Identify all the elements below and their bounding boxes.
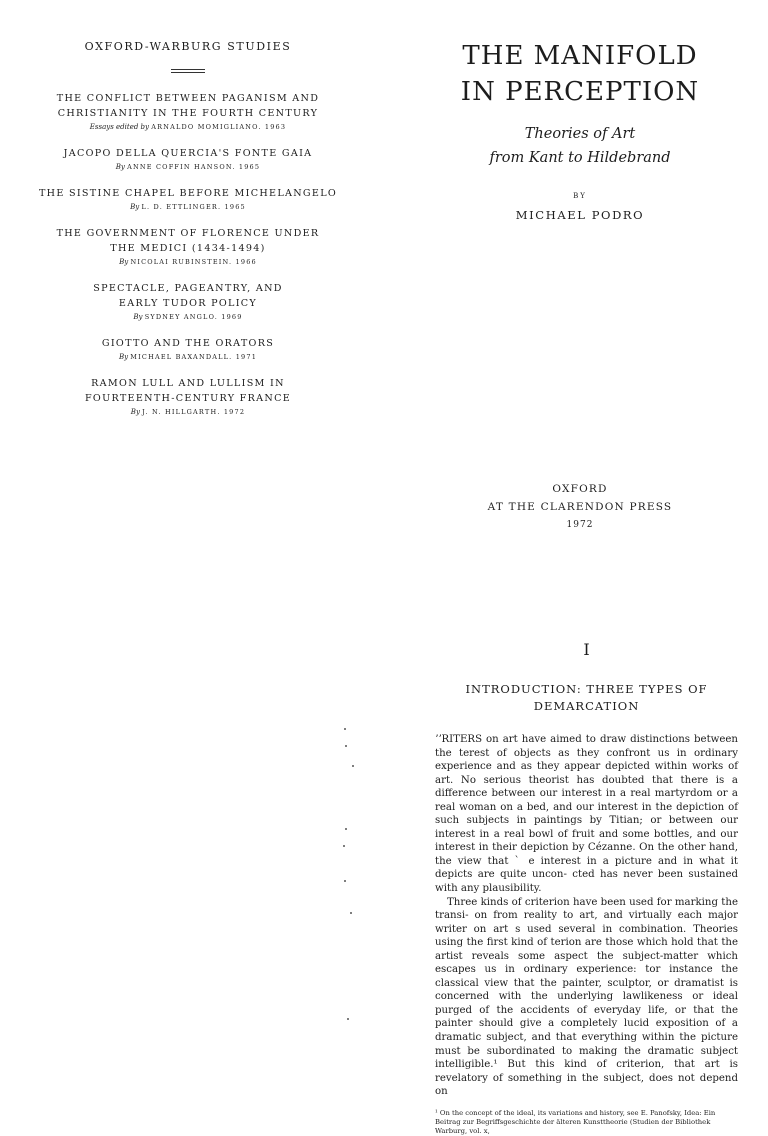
book-title-line: IN PERCEPTION xyxy=(460,77,700,107)
entry-title-line: THE MEDICI (1434-1494) xyxy=(110,243,266,254)
body-paragraph: Three kinds of criterion have been used for marking the transi- on from reality to art, and virtually each major writer on art s used several in combination. Theories using the first kind of terion are those which hold that the artist reveals some aspect the subject-matter which escapes us in ordinary experience: tor instance the classical view that the painter, sculptor, or dramatist is concerned with the underlying lawlikeness or ideal purged of the accidents of everyday life, or that the painter should give a completely lucid exposition of a dramatic subject, and that everything within the picture must be subordinated to making the dramatic subject intelligible.¹ But this kind of criterion, that art is revelatory of something in the subject, does not depend on xyxy=(435,896,738,1098)
entry-byline: By MICHAEL BAXANDALL. 1971 xyxy=(118,353,258,361)
title-page xyxy=(440,38,720,222)
series-entry xyxy=(38,186,338,213)
entry-title-line: THE CONFLICT BETWEEN PAGANISM AND xyxy=(56,93,320,104)
scan-speck xyxy=(352,765,354,767)
chapter-title-line: DEMARCATION xyxy=(533,699,640,713)
series-list xyxy=(38,40,338,431)
entry-byline: By L. D. ETTLINGER. 1965 xyxy=(130,203,246,211)
footnote: ¹ On the concept of the ideal, its variations and history, see E. Panofsky, Idea: Ein Beitrag zur Begriffsgeschichte der älteren Kunsttheorie (Studien der Bibliothek Warburg, vol. x, xyxy=(435,1108,716,1135)
entry-byline: By NICOLAI RUBINSTEIN. 1966 xyxy=(119,258,257,266)
imprint-year: 1972 xyxy=(566,520,594,530)
chapter-number: I xyxy=(583,640,590,659)
entry-title-line: THE GOVERNMENT OF FLORENCE UNDER xyxy=(56,228,320,239)
author-name: MICHAEL PODRO xyxy=(515,208,645,222)
book-title-line: THE MANIFOLD xyxy=(462,41,698,71)
imprint-city: OXFORD xyxy=(552,483,608,495)
book-subtitle-line: Theories of Art xyxy=(524,126,636,142)
chapter-body xyxy=(435,733,738,1099)
chapter-title-line: INTRODUCTION: THREE TYPES OF xyxy=(465,682,708,696)
series-entry xyxy=(50,281,326,323)
entry-title-line: THE SISTINE CHAPEL BEFORE MICHELANGELO xyxy=(38,188,338,199)
scan-speck xyxy=(345,745,347,747)
entry-title-line: JACOPO DELLA QUERCIA'S FONTE GAIA xyxy=(63,148,313,159)
series-entry xyxy=(50,146,326,173)
series-title: OXFORD-WARBURG STUDIES xyxy=(84,40,292,53)
scan-speck xyxy=(344,728,346,730)
series-entry xyxy=(50,226,326,268)
entry-title-line: GIOTTO AND THE ORATORS xyxy=(101,338,275,349)
book-subtitle-line: from Kant to Hildebrand xyxy=(489,150,671,166)
series-entry xyxy=(50,376,326,418)
entry-byline: By ANNE COFFIN HANSON. 1965 xyxy=(115,163,261,171)
entry-byline: Essays edited by ARNALDO MOMIGLIANO. 1963 xyxy=(89,123,287,131)
entry-title-line: CHRISTIANITY IN THE FOURTH CENTURY xyxy=(57,108,319,119)
imprint-press: AT THE CLARENDON PRESS xyxy=(487,501,673,513)
imprint xyxy=(440,480,720,534)
scan-speck xyxy=(347,1018,349,1020)
scan-speck xyxy=(343,845,345,847)
by-label: BY xyxy=(573,192,587,200)
scan-speck xyxy=(344,880,346,882)
series-entry xyxy=(50,91,326,133)
entry-title-line: FOURTEENTH-CENTURY FRANCE xyxy=(84,393,292,404)
entry-byline: By SYDNEY ANGLO. 1969 xyxy=(133,313,243,321)
entry-title-line: RAMON LULL AND LULLISM IN xyxy=(91,378,285,389)
scan-speck xyxy=(345,828,347,830)
entry-title-line: EARLY TUDOR POLICY xyxy=(118,298,258,309)
scan-speck xyxy=(350,912,352,914)
chapter-page xyxy=(435,640,738,1136)
entry-title-line: SPECTACLE, PAGEANTRY, AND xyxy=(93,283,283,294)
entry-byline: By J. N. HILLGARTH. 1972 xyxy=(130,408,246,416)
series-entry xyxy=(50,336,326,363)
body-paragraph: ʼʼRITERS on art have aimed to draw distinctions between the terest of objects as they confront us in ordinary experience and as they appear depicted within works of art. No serious theorist has doubted that there is a difference between our interest in a real martyrdom or a real woman on a bed, and our interest in the depiction of such subjects in paintings by Titian; or between our interest in a real bowl of fruit and some bottles, and our interest in their depiction by Cézanne. On the other hand, the view that ˋ e interest in a picture and in what it depicts are quite uncon- cted has never been sustained with any plausibility. xyxy=(435,734,738,895)
title-rule xyxy=(171,69,205,73)
